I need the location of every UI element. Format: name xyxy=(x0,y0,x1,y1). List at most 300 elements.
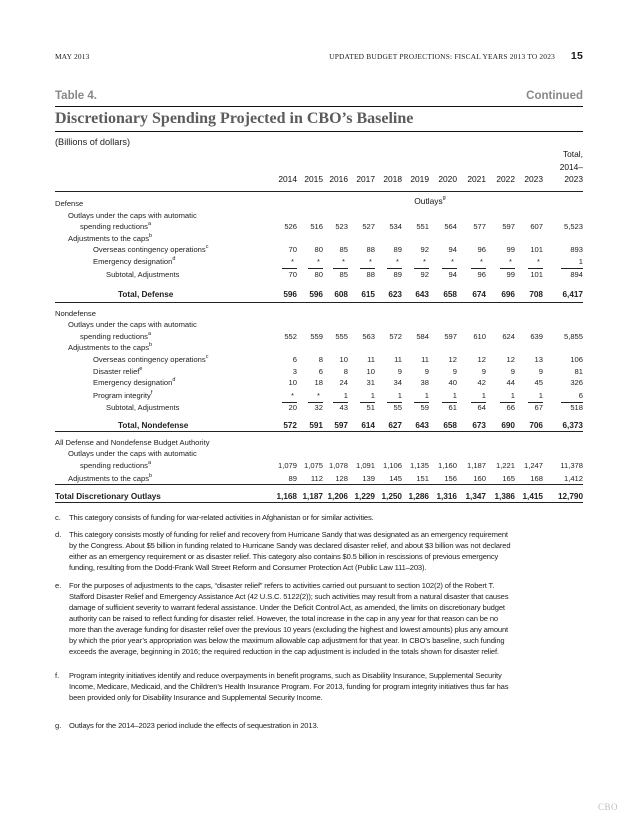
row-footnote-mark: b xyxy=(149,342,153,348)
section-divider xyxy=(55,302,583,303)
table-cell: 9 xyxy=(538,367,543,376)
table-cell: 1,250 xyxy=(381,492,402,501)
row-label xyxy=(93,245,208,254)
row-label-text: Outlays under the caps with automatic xyxy=(68,211,197,220)
table-cell: * xyxy=(291,257,294,266)
column-header-year: 2017 xyxy=(356,174,375,184)
sum-underline xyxy=(360,268,375,269)
footnote-text xyxy=(69,512,583,523)
sum-underline xyxy=(387,268,402,269)
row-label-text: Overseas contingency operations xyxy=(93,355,206,364)
row-label-text: Adjustments to the caps xyxy=(68,234,150,243)
cbo-watermark: CBO xyxy=(597,802,618,812)
outlays-label-text: Outlays xyxy=(414,196,443,206)
table-cell: 658 xyxy=(443,421,457,430)
outlays-footnote-mark: g xyxy=(442,195,446,201)
table-cell: 13 xyxy=(534,355,543,364)
table-row xyxy=(0,320,638,331)
table-cell: 1,386 xyxy=(494,492,515,501)
table-cell: 43 xyxy=(339,403,348,412)
table-cell: 696 xyxy=(501,290,515,299)
footnote-text xyxy=(69,720,583,731)
table-cell: 552 xyxy=(284,332,297,341)
table-cell: 5,855 xyxy=(563,332,583,341)
table-cell: 99 xyxy=(506,270,515,279)
table-cell: * xyxy=(423,257,426,266)
table-cell: 9 xyxy=(481,367,486,376)
row-label-text: Total, Nondefense xyxy=(118,421,189,430)
table-cell: 59 xyxy=(420,403,429,412)
row-label-text: spending reductions xyxy=(80,461,148,470)
row-label-text: Emergency designation xyxy=(93,257,173,266)
table-cell: 55 xyxy=(393,403,402,412)
table-row xyxy=(0,343,638,354)
table-cell: 165 xyxy=(502,474,515,483)
column-header-year: 2020 xyxy=(438,174,457,184)
table-cell: 92 xyxy=(420,245,429,254)
footnote-letter: d. xyxy=(55,530,62,539)
table-cell: 139 xyxy=(362,474,375,483)
table-cell: 608 xyxy=(334,290,348,299)
table-cell: 893 xyxy=(570,245,583,254)
table-cell: * xyxy=(342,257,345,266)
row-footnote-mark: b xyxy=(149,473,153,479)
table-cell: 564 xyxy=(444,222,457,231)
sum-underline xyxy=(414,268,429,269)
column-header-year: 2022 xyxy=(496,174,515,184)
sum-underline xyxy=(471,268,486,269)
table-cell: 577 xyxy=(473,222,486,231)
footnote-letter: e. xyxy=(55,581,62,590)
table-cell: 673 xyxy=(472,421,486,430)
row-label-text: Nondefense xyxy=(55,309,96,318)
table-cell: 1,415 xyxy=(522,492,543,501)
table-cell: 11,378 xyxy=(560,461,583,470)
sum-underline xyxy=(333,268,348,269)
header-title: UPDATED BUDGET PROJECTIONS: FISCAL YEARS 2013 TO 2023 xyxy=(329,52,555,61)
table-cell: 44 xyxy=(506,378,515,387)
table-cell: 1,286 xyxy=(408,492,429,501)
table-cell: 597 xyxy=(334,421,348,430)
footnote-line: This category consists mostly of funding for relief and recovery from Hurricane Sandy that was designated as an emergency requirement xyxy=(69,530,508,539)
table-cell: 1 xyxy=(370,391,375,400)
table-label-bar xyxy=(55,90,583,104)
title-rule xyxy=(55,131,583,132)
table-row xyxy=(0,245,638,256)
table-cell: 1,316 xyxy=(436,492,457,501)
table-title: Discretionary Spending Projected in CBO’s Baseline xyxy=(55,110,414,127)
table-cell: 615 xyxy=(361,290,375,299)
table-cell: 563 xyxy=(362,332,375,341)
table-cell: 112 xyxy=(310,474,323,483)
table-cell: 89 xyxy=(393,270,402,279)
table-cell: 584 xyxy=(416,332,429,341)
row-label xyxy=(68,474,152,483)
footnote-line: been provided only for Disability Insurance and Supplemental Security Income. xyxy=(69,693,323,702)
row-label xyxy=(55,309,96,318)
footnote-line: This category consists of funding for war-related activities in Afghanistan or for similar activities. xyxy=(69,513,374,522)
table-row xyxy=(0,222,638,233)
table-cell: 61 xyxy=(448,403,457,412)
row-footnote-mark: d xyxy=(172,377,176,383)
footnote-text xyxy=(69,670,583,703)
table-cell: 1 xyxy=(538,391,543,400)
row-label xyxy=(93,378,175,387)
table-cell: 85 xyxy=(339,245,348,254)
table-cell: 1,168 xyxy=(276,492,297,501)
column-header-year: 2023 xyxy=(524,174,543,184)
table-cell: 96 xyxy=(477,270,486,279)
table-cell: 12,790 xyxy=(557,492,583,501)
table-cell: 89 xyxy=(393,245,402,254)
table-row xyxy=(0,211,638,222)
table-cell: 624 xyxy=(502,332,515,341)
table-cell: 1,091 xyxy=(355,461,375,470)
table-cell: 523 xyxy=(335,222,348,231)
footnote-line: damage of sufficient severity to warrant federal assistance. Under the Deficit Control Act, as amended, the limits on discretionary budget xyxy=(69,603,505,612)
continued-label: Continued xyxy=(526,90,583,102)
table-cell: 1,412 xyxy=(563,474,583,483)
table-cell: 326 xyxy=(570,378,583,387)
sum-underline xyxy=(282,268,297,269)
row-label-text: spending reductions xyxy=(80,222,148,231)
footnote-letter: c. xyxy=(55,513,61,522)
column-header-year: 2018 xyxy=(383,174,402,184)
table-cell: 160 xyxy=(473,474,486,483)
table-cell: 85 xyxy=(339,270,348,279)
table-cell: 551 xyxy=(416,222,429,231)
table-cell: * xyxy=(317,257,320,266)
table-cell: 70 xyxy=(288,270,297,279)
table-cell: 81 xyxy=(574,367,583,376)
table-cell: 151 xyxy=(416,474,429,483)
table-cell: 106 xyxy=(570,355,583,364)
row-label xyxy=(118,290,173,299)
row-label-text: Outlays under the caps with automatic xyxy=(68,449,197,458)
row-label xyxy=(55,199,83,208)
row-label xyxy=(93,367,142,376)
table-cell: 9 xyxy=(510,367,515,376)
table-cell: 3 xyxy=(292,367,297,376)
table-cell: * xyxy=(537,257,540,266)
table-cell: 894 xyxy=(570,270,583,279)
table-cell: 34 xyxy=(393,378,402,387)
row-label xyxy=(118,421,188,430)
table-cell: 516 xyxy=(310,222,323,231)
table-cell: 1 xyxy=(510,391,515,400)
footnote-line: Outlays for the 2014–2023 period include the effects of sequestration in 2013. xyxy=(69,721,319,730)
table-cell: 20 xyxy=(288,403,297,412)
table-cell: 572 xyxy=(283,421,297,430)
table-label: Table 4. xyxy=(55,90,97,102)
table-cell: 572 xyxy=(389,332,402,341)
row-label-text: Outlays under the caps with automatic xyxy=(68,320,197,329)
table-cell: 627 xyxy=(388,421,402,430)
table-cell: 64 xyxy=(477,403,486,412)
column-header-total: Total, xyxy=(562,149,583,159)
table-cell: 1,347 xyxy=(465,492,486,501)
table-cell: 80 xyxy=(314,270,323,279)
sum-underline xyxy=(528,268,543,269)
row-footnote-mark: b xyxy=(149,233,153,239)
column-header-year: 2015 xyxy=(304,174,323,184)
footnote-line: Program integrity initiatives identify and reduce overpayments in benefit programs, such as Disability Insurance, Supplemental Security xyxy=(69,671,502,680)
table-cell: 1,135 xyxy=(409,461,429,470)
table-row xyxy=(0,461,638,472)
sum-underline xyxy=(561,268,583,269)
footnote-line: exceeds the average, beginning in 2016; the required reduction in the cap adjustment is included in the totals shown for disaster relief. xyxy=(69,647,499,656)
table-cell: 518 xyxy=(570,403,583,412)
table-cell: 1 xyxy=(481,391,486,400)
table-cell: 94 xyxy=(448,270,457,279)
sum-underline xyxy=(308,268,323,269)
table-cell: 555 xyxy=(335,332,348,341)
table-cell: 1,078 xyxy=(328,461,348,470)
section-divider xyxy=(55,431,583,432)
footnote-text xyxy=(69,529,583,573)
row-label xyxy=(68,211,197,220)
table-cell: 10 xyxy=(288,378,297,387)
table-cell: 1 xyxy=(424,391,429,400)
footnote-line: funding, resulting from the Dodd-Frank Wall Street Reform and Consumer Protection Act (Public Law 111–203). xyxy=(69,563,427,572)
table-cell: 89 xyxy=(288,474,297,483)
table-row xyxy=(0,378,638,389)
table-row xyxy=(0,290,638,301)
table-cell: 6,417 xyxy=(562,290,583,299)
row-label-text: Defense xyxy=(55,199,84,208)
table-row xyxy=(0,199,638,210)
row-label xyxy=(68,449,197,458)
footnote-line: either as an emergency requirement or as disaster relief. This category also contains $0.5 billion in rescissions of previous emergency xyxy=(69,552,499,561)
footnote-text xyxy=(69,580,583,657)
table-cell: 1,187 xyxy=(302,492,323,501)
row-label-text: Disaster relief xyxy=(93,367,140,376)
row-label-text: Subtotal, Adjustments xyxy=(106,403,180,412)
row-label xyxy=(68,234,152,243)
table-cell: 6,373 xyxy=(562,421,583,430)
table-cell: 96 xyxy=(477,245,486,254)
row-label-text: Adjustments to the caps xyxy=(68,343,150,352)
table-row xyxy=(0,309,638,320)
table-cell: 168 xyxy=(530,474,543,483)
table-cell: 99 xyxy=(506,245,515,254)
table-cell: 94 xyxy=(448,245,457,254)
table-row xyxy=(0,403,638,414)
table-cell: 8 xyxy=(343,367,348,376)
row-label xyxy=(80,222,151,231)
table-cell: 101 xyxy=(530,270,543,279)
table-cell: 643 xyxy=(415,421,429,430)
table-cell: * xyxy=(480,257,483,266)
table-row xyxy=(0,367,638,378)
table-cell: 128 xyxy=(335,474,348,483)
table-cell: 1,160 xyxy=(437,461,457,470)
table-cell: 11 xyxy=(394,355,402,364)
row-label-text: Adjustments to the caps xyxy=(68,474,150,483)
table-row xyxy=(0,438,638,449)
table-cell: 12 xyxy=(448,355,457,364)
footnote-line: more than the average funding for disaster relief over the previous 10 years (excluding the highest and lowest amounts) plus any amount xyxy=(69,625,509,634)
top-rule xyxy=(55,106,583,107)
table-cell: 40 xyxy=(448,378,457,387)
table-cell: 1 xyxy=(452,391,457,400)
page-number: 15 xyxy=(570,50,583,62)
row-label-text: Emergency designation xyxy=(93,378,173,387)
footnote-line: by the Congress. About $5 billion in funding related to Hurricane Sandy was declared disaster relief, and about $3 billion was not declared xyxy=(69,541,511,550)
row-footnote-mark: e xyxy=(139,366,143,372)
footnote-line: by which the prior year’s appropriation was below the maximum allowable cap adjustment for that year. In CBO’s baseline, such funding xyxy=(69,636,505,645)
table-row xyxy=(0,391,638,402)
table-cell: 623 xyxy=(388,290,402,299)
table-cell: 66 xyxy=(506,403,515,412)
table-cell: 1 xyxy=(397,391,402,400)
table-cell: 596 xyxy=(283,290,297,299)
table-cell: 1,075 xyxy=(303,461,323,470)
footnote-letter: f. xyxy=(55,671,60,680)
row-label xyxy=(55,492,161,501)
table-row xyxy=(0,270,638,281)
row-label-text: All Defense and Nondefense Budget Authority xyxy=(55,438,210,447)
units-label: (Billions of dollars) xyxy=(55,137,131,147)
table-cell: 45 xyxy=(534,378,543,387)
row-label xyxy=(93,355,208,364)
table-cell: 1,221 xyxy=(495,461,515,470)
row-footnote-mark: a xyxy=(147,221,152,227)
row-label xyxy=(80,332,151,341)
footnote-line: authority can be raised to reflect funding for disaster relief. However, the total increase in the cap in any year for that reason can be no xyxy=(69,614,498,623)
row-footnote-mark: c xyxy=(205,354,209,360)
table-cell: * xyxy=(317,391,320,400)
table-cell: 708 xyxy=(529,290,543,299)
table-cell: 610 xyxy=(473,332,486,341)
column-header-year: 2016 xyxy=(329,174,348,184)
footnote-line: Income, Medicare, Medicaid, and the Children’s Health Insurance Program. For 2013, funding for program integrity initiatives thus far has xyxy=(69,682,509,691)
sum-underline xyxy=(442,268,457,269)
section-divider xyxy=(55,484,583,485)
row-label xyxy=(80,461,151,470)
table-row xyxy=(0,332,638,343)
table-cell: 658 xyxy=(443,290,457,299)
table-cell: 1,206 xyxy=(327,492,348,501)
table-cell: 6 xyxy=(578,391,583,400)
row-footnote-mark: c xyxy=(205,244,209,250)
column-header-year: 2014 xyxy=(278,174,297,184)
column-header-year: 2019 xyxy=(410,174,429,184)
table-cell: 8 xyxy=(318,355,323,364)
table-cell: 526 xyxy=(284,222,297,231)
row-label xyxy=(55,438,210,447)
footnote-line: Stafford Disaster Relief and Emergency Assistance Act (42 U.S.C. 5122(2)); such activities may result from a natural disaster that causes xyxy=(69,592,509,601)
table-cell: * xyxy=(369,257,372,266)
table-cell: 31 xyxy=(366,378,375,387)
table-cell: 12 xyxy=(506,355,515,364)
table-cell: 9 xyxy=(452,367,457,376)
table-cell: 596 xyxy=(309,290,323,299)
sum-underline xyxy=(500,268,515,269)
table-cell: 706 xyxy=(529,421,543,430)
column-header-total: 2023 xyxy=(564,174,583,184)
row-footnote-mark: f xyxy=(150,390,153,396)
table-row xyxy=(0,355,638,366)
row-label-text: Total Discretionary Outlays xyxy=(55,492,161,501)
table-cell: 674 xyxy=(472,290,486,299)
row-label xyxy=(106,403,179,412)
table-cell: 38 xyxy=(420,378,429,387)
row-label xyxy=(106,270,179,279)
header-rule xyxy=(55,191,583,192)
table-cell: 156 xyxy=(444,474,457,483)
table-cell: 614 xyxy=(361,421,375,430)
table-cell: 10 xyxy=(366,367,375,376)
table-cell: 597 xyxy=(444,332,457,341)
table-cell: 639 xyxy=(530,332,543,341)
section-divider xyxy=(55,502,583,503)
row-label-text: Program integrity xyxy=(93,391,151,400)
table-cell: 607 xyxy=(530,222,543,231)
row-label-text: spending reductions xyxy=(80,332,148,341)
running-header xyxy=(55,52,583,64)
row-label-text: Subtotal, Adjustments xyxy=(106,270,180,279)
table-row xyxy=(0,257,638,268)
header-date: MAY 2013 xyxy=(55,52,90,61)
table-cell: * xyxy=(396,257,399,266)
table-cell: 42 xyxy=(477,378,486,387)
column-header-total: 2014– xyxy=(559,161,583,172)
table-row xyxy=(0,449,638,460)
table-cell: 6 xyxy=(292,355,297,364)
table-cell: 559 xyxy=(310,332,323,341)
table-cell: 1,247 xyxy=(523,461,543,470)
table-cell: 9 xyxy=(424,367,429,376)
row-label xyxy=(93,257,175,266)
table-cell: 690 xyxy=(501,421,515,430)
table-cell: 51 xyxy=(366,403,375,412)
row-label xyxy=(93,391,152,400)
row-label xyxy=(68,320,197,329)
row-footnote-mark: a xyxy=(147,331,152,337)
table-cell: 70 xyxy=(288,245,297,254)
table-cell: 32 xyxy=(314,403,323,412)
table-cell: 24 xyxy=(339,378,348,387)
table-cell: 101 xyxy=(530,245,543,254)
footnote-letter: g. xyxy=(55,721,62,730)
table-cell: 10 xyxy=(339,355,348,364)
table-cell: 9 xyxy=(397,367,402,376)
table-cell: 1,229 xyxy=(354,492,375,501)
table-cell: 591 xyxy=(309,421,323,430)
row-label-text: Total, Defense xyxy=(118,290,174,299)
table-cell: 18 xyxy=(314,378,323,387)
table-cell: 5,523 xyxy=(563,222,583,231)
table-cell: 67 xyxy=(534,403,543,412)
table-cell: * xyxy=(291,391,294,400)
table-row xyxy=(0,234,638,245)
table-cell: 11 xyxy=(421,355,429,364)
table-cell: 1 xyxy=(343,391,348,400)
row-footnote-mark: d xyxy=(172,256,176,262)
row-label-text: Overseas contingency operations xyxy=(93,245,206,254)
table-cell: 1,106 xyxy=(382,461,402,470)
row-label xyxy=(68,343,152,352)
table-cell: * xyxy=(509,257,512,266)
column-header-year: 2021 xyxy=(467,174,486,184)
row-footnote-mark: a xyxy=(147,460,152,466)
table-cell: 1,079 xyxy=(277,461,297,470)
table-cell: 92 xyxy=(420,270,429,279)
table-cell: 534 xyxy=(389,222,402,231)
table-cell: * xyxy=(451,257,454,266)
table-cell: 11 xyxy=(367,355,375,364)
